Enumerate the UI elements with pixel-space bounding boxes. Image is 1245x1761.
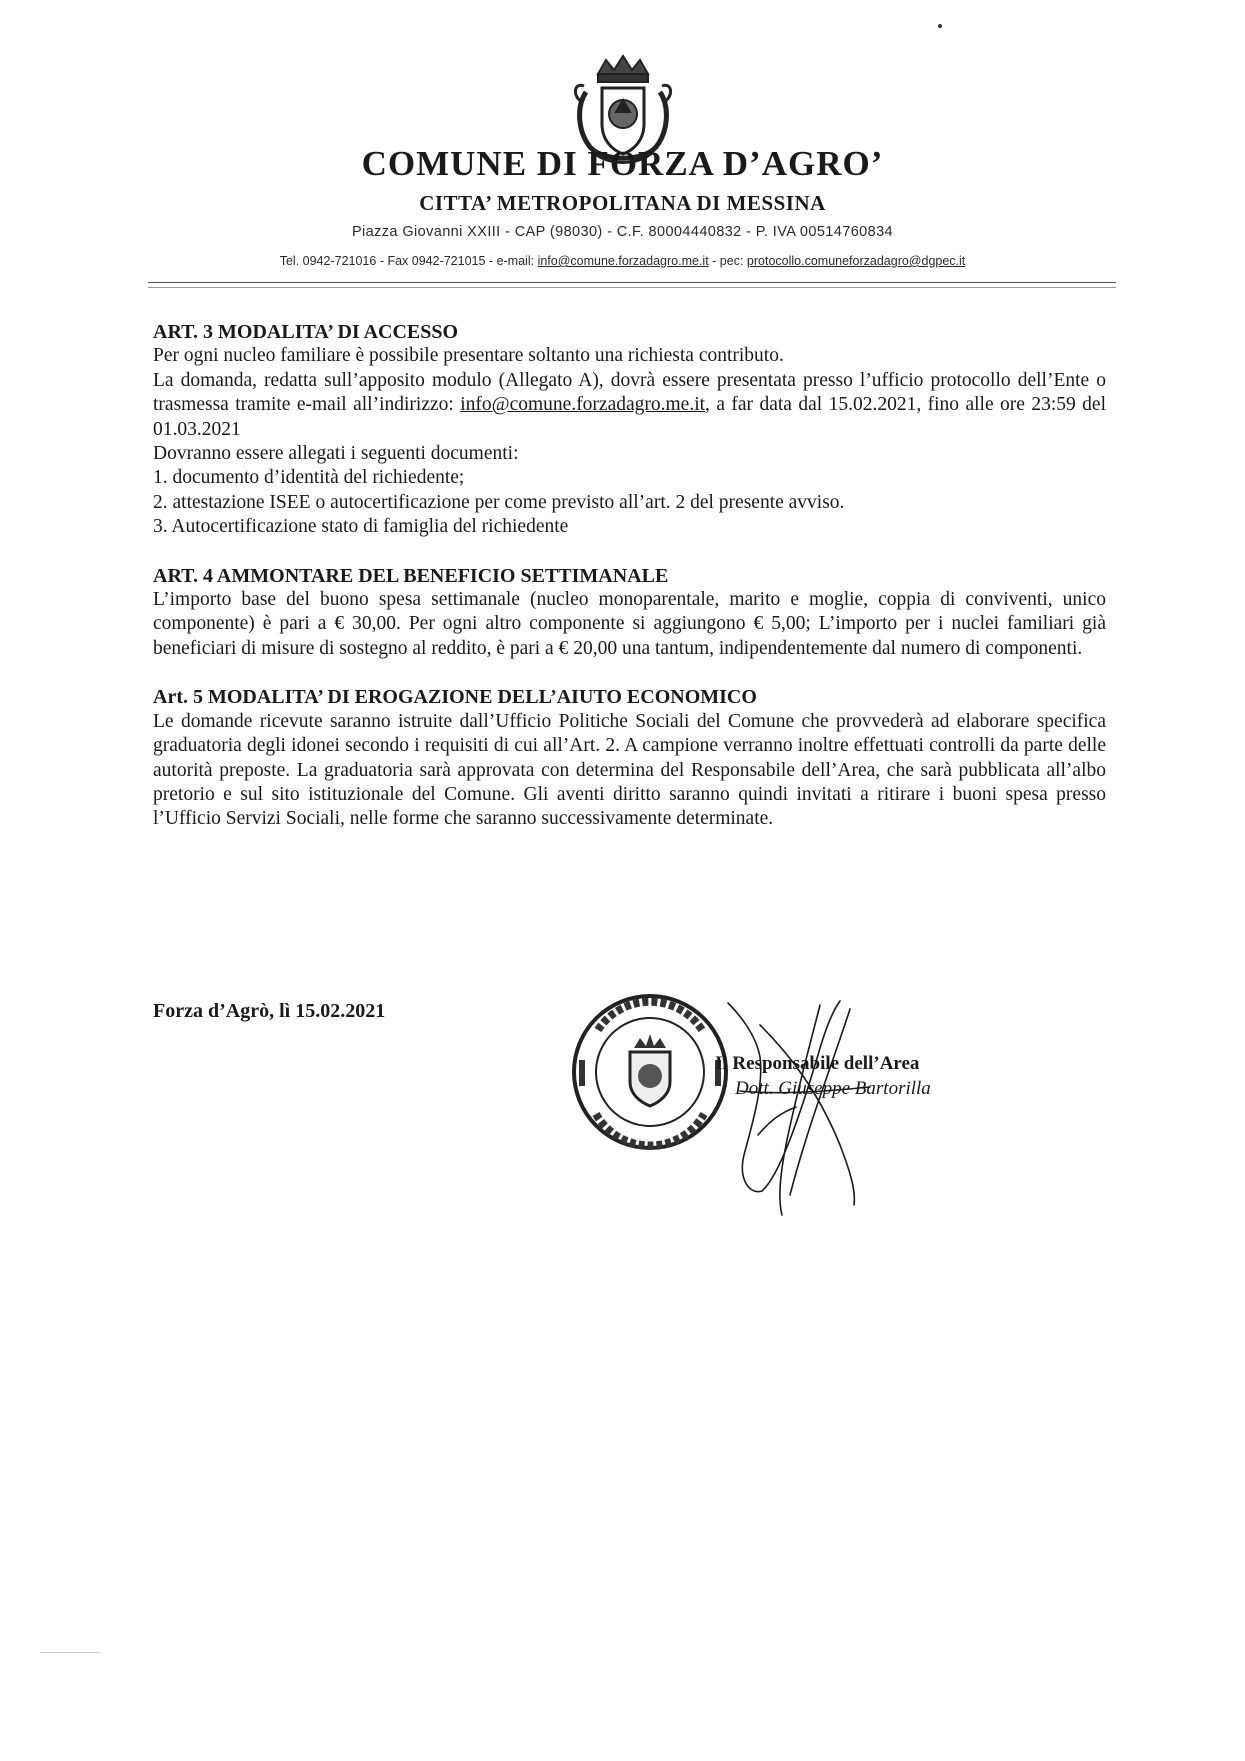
article-3-heading: ART. 3 MODALITA’ DI ACCESSO bbox=[153, 321, 459, 343]
article-4-paragraph: L’importo base del buono spesa settimanale (nucleo monoparentale, marito e moglie, coppia di conviventi, unico componente) è pari a € 30,00. Per ogni altro componente si aggiungono € 5,00; L’importo per i nuclei familiari già beneficiari di misure di sostegno al reddito, è pari a € 20,00 una tantum, indipendentemente dal numero di componenti. bbox=[153, 589, 1106, 659]
article-5 bbox=[153, 685, 1106, 831]
article-4 bbox=[153, 564, 1106, 662]
pec-label: - pec: bbox=[712, 254, 744, 268]
place-and-date: Forza d’Agrò, lì 15.02.2021 bbox=[153, 1000, 386, 1022]
article-5-heading: Art. 5 MODALITA’ DI EROGAZIONE DELL’AIUTO ECONOMICO bbox=[153, 686, 757, 709]
signatory-name: Dott. Giuseppe Bartorilla bbox=[735, 1078, 931, 1099]
document-item: 1. documento d’identità del richiedente; bbox=[153, 467, 465, 489]
article-3-paragraph bbox=[153, 369, 1106, 442]
scan-artifact-line bbox=[40, 1652, 100, 1653]
article-4-heading: ART. 4 AMMONTARE DEL BENEFICIO SETTIMANALE bbox=[153, 564, 669, 587]
contacts-line bbox=[0, 254, 1245, 268]
documents-intro: Dovranno essere allegati i seguenti documenti: bbox=[153, 443, 519, 465]
scan-speck bbox=[938, 24, 942, 28]
article-3-email-link[interactable]: info@comune.forzadagro.me.it bbox=[460, 394, 706, 416]
document-body bbox=[153, 320, 1106, 832]
header-divider-secondary bbox=[148, 287, 1116, 288]
document-item: 2. attestazione ISEE o autocertificazione per come previsto all’art. 2 del presente avviso. bbox=[153, 491, 845, 513]
article-3-paragraph-tail: , a far data dal 15.02.2021, fino alle ore 23:59 del 01.03.2021 bbox=[153, 394, 1106, 440]
metropolitan-city-subtitle: CITTA’ METROPOLITANA DI MESSINA bbox=[419, 191, 826, 215]
header-divider bbox=[148, 282, 1116, 283]
address-line: Piazza Giovanni XXIII - CAP (98030) - C.F. 80004440832 - P. IVA 00514760834 bbox=[351, 224, 894, 240]
article-5-paragraph: Le domande ricevute saranno istruite dall’Ufficio Politiche Sociali del Comune che provvederà ad elaborare specifica graduatoria degli idonei secondo i requisiti di cui all’Art. 2. A campione verranno inoltre effettuati controlli da parte delle autorità preposte. La graduatoria sarà approvata con determina del Responsabile dell’Area, che sarà pubblicata all’albo pretorio e sul sito istituzionale del Comune. Gli aventi diritto saranno quindi invitati a ritirare i buoni spesa presso l’Ufficio Servizi Sociali, nelle forme che saranno successivamente determinate. bbox=[153, 710, 1106, 830]
article-3 bbox=[153, 320, 1106, 540]
document-item: 3. Autocertificazione stato di famiglia del richiedente bbox=[153, 516, 569, 538]
fax-number: - Fax 0942-721015 - bbox=[379, 254, 494, 268]
article-3-line: Per ogni nucleo familiare è possibile presentare soltanto una richiesta contributo. bbox=[153, 345, 784, 367]
article-3-paragraph-text: La domanda, redatta sull’apposito modulo (Allegato A), dovrà essere presentata presso l’ufficio protocollo dell’Ente o trasmessa tramite e-mail all’indirizzo: bbox=[153, 369, 1106, 416]
handwritten-signature bbox=[700, 995, 945, 1225]
municipality-title: COMUNE DI FORZA D’AGRO’ bbox=[361, 144, 884, 183]
email-label: e-mail: bbox=[496, 254, 535, 268]
signatory-role: Il Responsabile dell’Area bbox=[715, 1053, 920, 1074]
phone-number: Tel. 0942-721016 bbox=[279, 254, 377, 268]
pec-link[interactable]: protocollo.comuneforzadagro@dgpec.it bbox=[746, 254, 966, 268]
email-link[interactable]: info@comune.forzadagro.me.it bbox=[537, 254, 709, 268]
